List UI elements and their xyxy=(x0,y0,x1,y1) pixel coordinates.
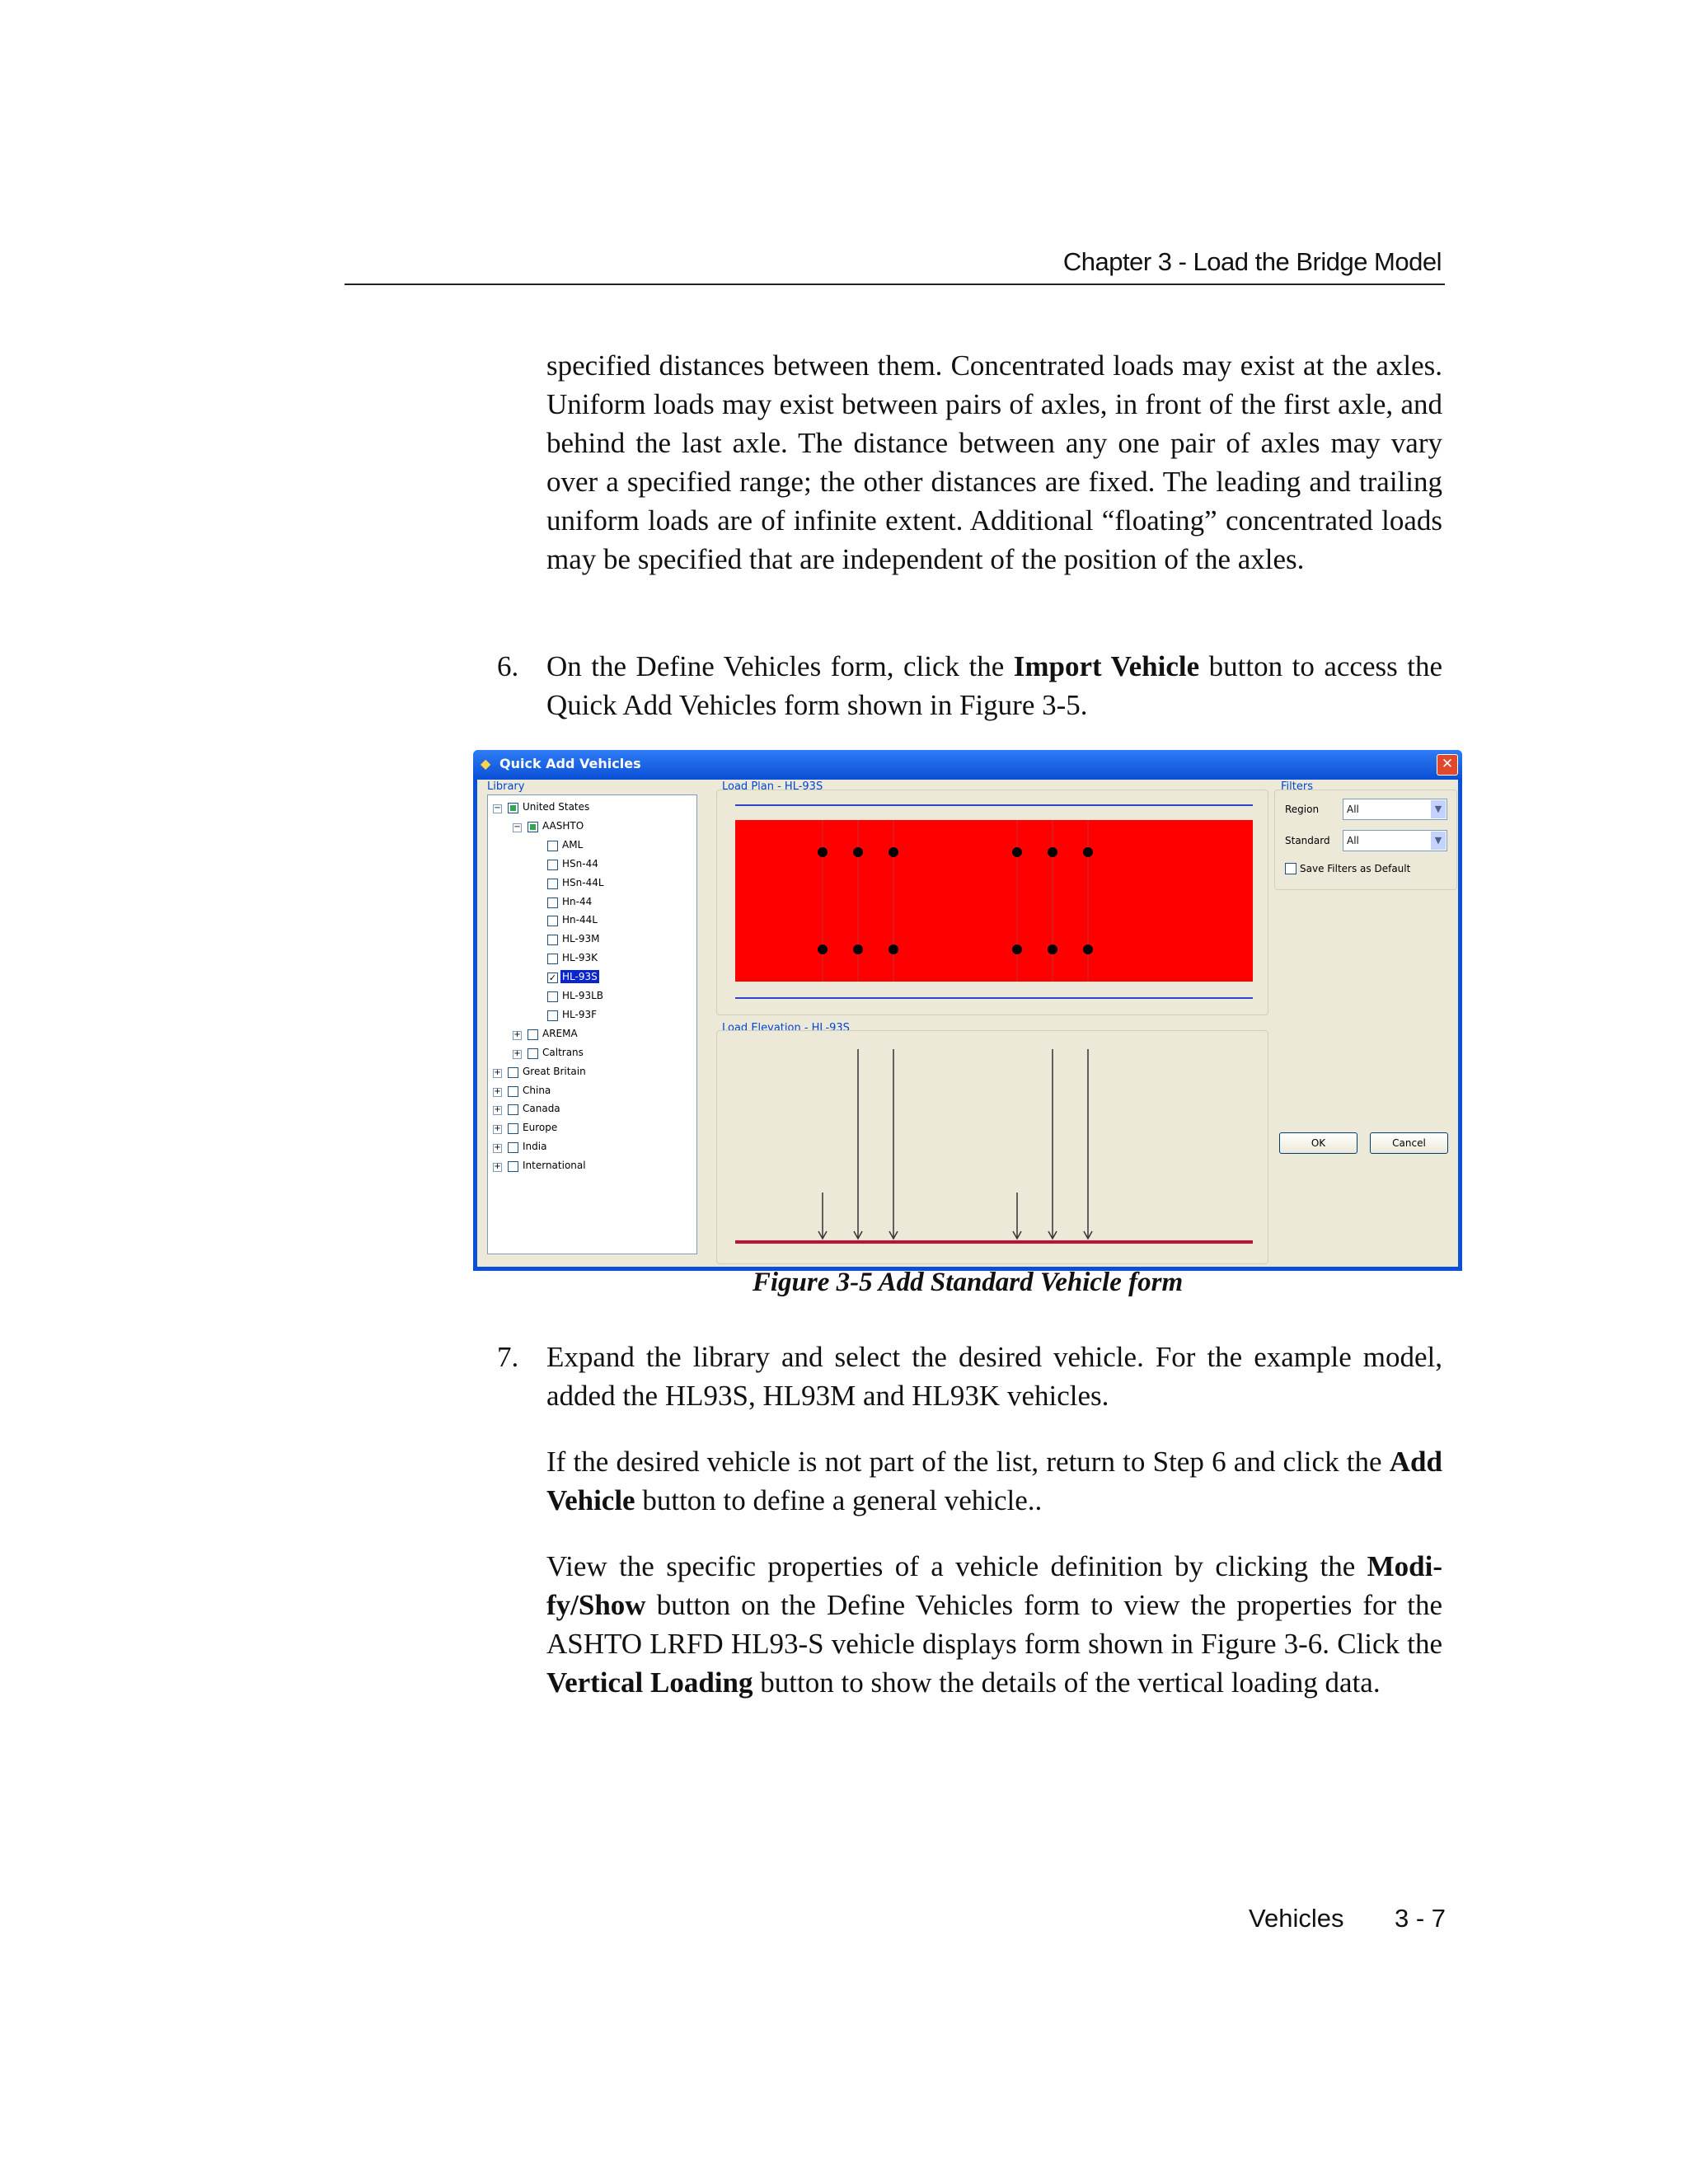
tree-checkbox[interactable] xyxy=(528,822,538,832)
tree-item[interactable] xyxy=(532,1008,697,1026)
expand-icon[interactable]: + xyxy=(494,1143,501,1153)
save-filters-checkbox[interactable] xyxy=(1285,863,1296,874)
dialog-client-area xyxy=(477,780,1458,1267)
collapse-icon[interactable]: − xyxy=(494,804,501,813)
tree-item-label: China xyxy=(523,1084,551,1096)
tree-item[interactable] xyxy=(532,932,697,950)
expand-icon[interactable]: + xyxy=(494,1086,501,1096)
load-elevation-label: Load Elevation - HL-93S xyxy=(722,1022,850,1034)
tree-item[interactable] xyxy=(532,913,697,931)
filters-group-label: Filters xyxy=(1281,780,1313,793)
tree-item-label: Canada xyxy=(523,1103,560,1115)
tree-checkbox[interactable] xyxy=(547,860,558,870)
chapter-title: Chapter 3 - Load the Bridge Model xyxy=(1062,247,1442,276)
tree-item-label: HL-93LB xyxy=(562,990,604,1001)
add-vehicle-paragraph xyxy=(546,1442,1442,1520)
tree-item-label: HSn-44 xyxy=(562,857,598,869)
load-plan-frame xyxy=(716,790,1268,1015)
tree-item-label: United States xyxy=(523,801,590,813)
library-group-label: Library xyxy=(487,780,525,793)
add-vehicle-text xyxy=(546,1442,1442,1520)
tree-checkbox[interactable] xyxy=(508,803,518,813)
tree-item[interactable] xyxy=(513,1027,694,1045)
tree-checkbox[interactable] xyxy=(508,1104,518,1115)
tree-checkbox[interactable] xyxy=(547,898,558,908)
standard-value: All xyxy=(1347,835,1359,846)
expand-icon[interactable]: + xyxy=(494,1124,501,1134)
footer-section: Vehicles xyxy=(1249,1904,1344,1933)
tree-item-label: International xyxy=(523,1160,586,1172)
close-icon[interactable]: ✕ xyxy=(1437,754,1458,776)
quick-add-vehicles-dialog xyxy=(473,750,1462,1271)
tree-item-label: Great Britain xyxy=(523,1065,586,1077)
tree-item-label: HL-93F xyxy=(562,1008,597,1020)
load-plan-label: Load Plan - HL-93S xyxy=(722,780,823,793)
dialog-title: Quick Add Vehicles xyxy=(499,756,641,771)
ok-button[interactable]: OK xyxy=(1279,1132,1357,1154)
tree-item-label: Europe xyxy=(523,1122,558,1134)
tree-checkbox[interactable] xyxy=(547,841,558,851)
lane-fill xyxy=(735,820,1253,982)
region-combo[interactable] xyxy=(1343,799,1447,820)
cancel-button[interactable]: Cancel xyxy=(1370,1132,1448,1154)
tree-item-label: HL-93K xyxy=(562,952,598,964)
view-text-d: button to show the details of the vertical loading data. xyxy=(753,1666,1381,1699)
tree-checkbox[interactable] xyxy=(547,954,558,964)
tree-item-label: Hn-44 xyxy=(562,895,593,907)
load-arrows xyxy=(818,1049,1092,1239)
library-tree[interactable] xyxy=(487,794,697,1254)
expand-icon[interactable]: + xyxy=(513,1048,521,1058)
tree-item-label: India xyxy=(523,1141,547,1153)
tree-item[interactable] xyxy=(493,1159,674,1177)
chevron-down-icon[interactable]: ▼ xyxy=(1431,832,1446,850)
expand-icon[interactable]: + xyxy=(494,1105,501,1115)
step-number: 7. xyxy=(497,1341,519,1373)
view-text-c: button on the Define Vehicles form to view the properties for the ASHTO LRFD HL93-S vehicle displays form shown in Figure 3-6. Click the xyxy=(546,1589,1442,1660)
tree-item-label: HSn-44L xyxy=(562,876,604,888)
figure-caption: Figure 3-5 Add Standard Vehicle form xyxy=(752,1268,1184,1297)
tree-item[interactable] xyxy=(493,1140,674,1158)
add-vehicle-text-a: If the desired vehicle is not part of the list, return to Step 6 and click the xyxy=(546,1446,1390,1478)
tree-item-label: HL-93S xyxy=(562,971,598,983)
tree-checkbox[interactable]: ✓ xyxy=(548,972,557,984)
tree-item-label: Hn-44L xyxy=(562,914,598,926)
standard-combo[interactable] xyxy=(1343,830,1447,851)
intro-paragraph-block xyxy=(546,346,1442,579)
load-elevation-drawing xyxy=(717,1031,1268,1263)
tree-checkbox[interactable] xyxy=(508,1142,518,1153)
tree-item-label: Caltrans xyxy=(542,1046,584,1058)
intro-paragraph: specified distances between them. Concentrated loads may exist at the axles. Uniform loads may exist between pairs of axles, in front of the first axle, and behind the last axle. The distance between any one pair of axles may vary over a specified range; the other distances are fixed. The leading and trailing uniform loads are of infinite extent. Additional “floating” concentrated loads may be specified that are independent of the position of the axles. xyxy=(546,349,1442,575)
vertical-loading-term: Vertical Loading xyxy=(546,1666,753,1699)
tree-item[interactable] xyxy=(532,838,697,856)
tree-item[interactable] xyxy=(513,1046,694,1064)
step-7 xyxy=(497,1338,1442,1415)
tree-checkbox[interactable] xyxy=(508,1086,518,1097)
add-vehicle-term: Add Vehicle xyxy=(546,1446,1442,1516)
tree-checkbox[interactable] xyxy=(508,1067,518,1078)
page-number: 3 - 7 xyxy=(1395,1904,1447,1933)
step-6-text-a: On the Define Vehicles form, click the xyxy=(546,650,1014,682)
tree-checkbox[interactable] xyxy=(547,879,558,889)
dialog-title-bar[interactable] xyxy=(473,750,1462,780)
chevron-down-icon[interactable]: ▼ xyxy=(1431,800,1446,818)
standard-label: Standard xyxy=(1285,835,1330,846)
tree-item[interactable] xyxy=(532,989,697,1007)
tree-item-label: HL-93M xyxy=(562,933,600,945)
region-label: Region xyxy=(1285,804,1320,815)
step-6-text-b: button to access the Quick Add Vehicles form shown in Figure 3-5. xyxy=(546,650,1442,721)
tree-checkbox[interactable] xyxy=(508,1161,518,1172)
page-header xyxy=(345,247,1445,285)
filters-frame xyxy=(1274,790,1457,890)
tree-item-label: AREMA xyxy=(542,1027,578,1039)
tree-item[interactable] xyxy=(513,819,694,837)
save-filters-label: Save Filters as Default xyxy=(1300,863,1411,874)
tree-item[interactable] xyxy=(532,895,697,913)
collapse-icon[interactable]: − xyxy=(513,822,521,832)
expand-icon[interactable]: + xyxy=(513,1029,521,1039)
add-vehicle-text-b: button to define a general vehicle.. xyxy=(635,1484,1043,1516)
view-properties-text xyxy=(546,1547,1442,1702)
tree-checkbox[interactable] xyxy=(508,1123,518,1134)
tree-item[interactable] xyxy=(493,1102,674,1120)
tree-checkbox[interactable] xyxy=(547,1010,558,1021)
expand-icon[interactable]: + xyxy=(494,1067,501,1077)
tree-item[interactable] xyxy=(493,1065,674,1083)
load-plan-drawing xyxy=(717,790,1268,1015)
tree-item[interactable] xyxy=(532,857,697,875)
expand-icon[interactable]: + xyxy=(494,1162,501,1172)
app-icon: ◆ xyxy=(481,756,491,771)
tree-checkbox[interactable] xyxy=(547,991,558,1002)
view-properties-paragraph xyxy=(546,1547,1442,1702)
load-elevation-frame xyxy=(716,1030,1268,1264)
tree-item[interactable] xyxy=(493,800,674,818)
step-number: 6. xyxy=(497,650,519,682)
tree-item[interactable] xyxy=(532,951,697,969)
region-value: All xyxy=(1347,804,1359,815)
tree-checkbox[interactable] xyxy=(528,1029,538,1040)
tree-item[interactable] xyxy=(493,1121,674,1139)
step-7-text: Expand the library and select the desired vehicle. For the example model, added the HL93S, HL93M and HL93K vehicles. xyxy=(546,1341,1442,1412)
tree-checkbox[interactable] xyxy=(547,916,558,926)
step-6-text xyxy=(546,647,1442,724)
view-text-a: View the specific properties of a vehicle definition by clicking the xyxy=(546,1550,1367,1582)
step-6 xyxy=(497,647,1442,724)
tree-checkbox[interactable] xyxy=(547,935,558,945)
tree-item[interactable] xyxy=(532,876,697,894)
tree-item[interactable] xyxy=(493,1084,674,1102)
import-vehicle-term: Import Vehicle xyxy=(1013,650,1200,682)
modify-show-term: Modi-fy/Show xyxy=(546,1550,1442,1621)
tree-item-label: AML xyxy=(562,838,584,851)
tree-checkbox[interactable] xyxy=(528,1048,538,1059)
tree-item-label: AASHTO xyxy=(542,819,584,832)
tree-item[interactable] xyxy=(532,970,697,988)
